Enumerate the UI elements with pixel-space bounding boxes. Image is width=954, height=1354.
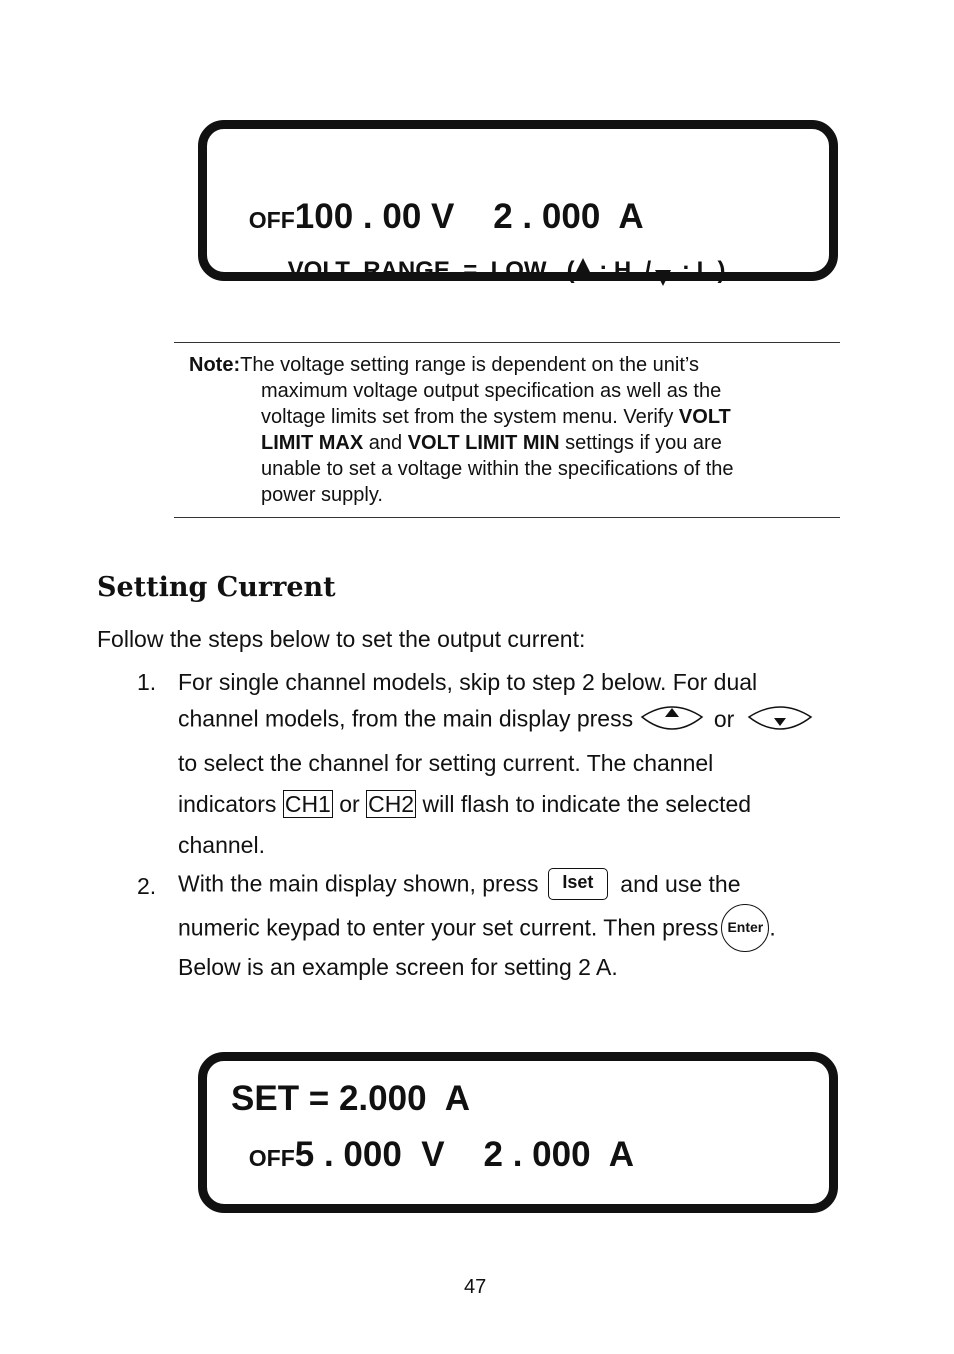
range-low: : L ) — [675, 257, 726, 284]
step-text-line — [178, 904, 776, 952]
up-triangle-icon — [575, 258, 591, 274]
note-bottom-rule — [174, 517, 840, 518]
ch2-indicator: CH2 — [368, 791, 415, 817]
step-text-line — [178, 703, 813, 747]
ch1-indicator: CH1 — [284, 791, 331, 817]
off-indicator: OFF — [248, 207, 295, 233]
lcd-display-set-current — [198, 1052, 838, 1213]
note-bold: VOLT — [678, 406, 731, 428]
note-line: power supply. — [261, 484, 383, 506]
note-line: voltage limits set from the system menu. Verify — [261, 406, 679, 428]
section-heading: Setting Current — [97, 572, 336, 603]
set-current-line: SET = 2.000 A — [231, 1079, 470, 1118]
lcd-reading-line — [231, 1117, 634, 1193]
step-text: will flash to indicate the selected — [416, 791, 752, 817]
step-text: indicators — [178, 791, 283, 817]
up-arrow-key-icon — [640, 703, 704, 735]
step-text-line — [178, 791, 751, 818]
step-text: to select the channel for setting current. The channel — [178, 750, 714, 776]
step-text: channel models, from the main display press — [178, 705, 634, 732]
step-text-line — [178, 868, 741, 904]
lcd-reading: 100 . 00 V 2 . 000 A — [294, 197, 644, 236]
range-high: : H / — [592, 257, 652, 284]
off-indicator: OFF — [248, 1145, 295, 1171]
step-text: or — [713, 705, 735, 732]
note-bold: LIMIT MAX — [261, 432, 364, 454]
note-line: maximum voltage output specification as well as the — [261, 380, 722, 402]
note-line: The voltage setting range is dependent on the unit’s — [240, 354, 699, 376]
iset-key: Iset — [548, 868, 608, 900]
note-box — [189, 352, 829, 508]
intro-text: Follow the steps below to set the output current: — [97, 626, 586, 652]
step-text: Below is an example screen for setting 2 A. — [178, 954, 618, 980]
note-top-rule — [174, 342, 840, 343]
range-prefix: VOLT RANGE = LOW ( — [287, 257, 575, 284]
lcd-range-line — [261, 229, 725, 314]
note-line: and — [363, 432, 408, 454]
note-bold: VOLT LIMIT MIN — [407, 432, 560, 454]
note-label: Note: — [189, 354, 241, 376]
page-number: 47 — [464, 1276, 487, 1298]
step-text: channel. — [178, 832, 265, 858]
lcd-display-volt-range — [198, 120, 838, 284]
down-triangle-icon — [655, 270, 671, 286]
step-text: and use the — [620, 870, 741, 897]
step-text: numeric keypad to enter your set current. Then press — [178, 914, 719, 941]
step-number: 1. — [137, 669, 157, 695]
step-text: or — [332, 791, 367, 817]
step-text: For single channel models, skip to step 2 below. For dual — [178, 669, 758, 695]
enter-key: Enter — [721, 904, 769, 952]
note-line: unable to set a voltage within the specifications of the — [261, 458, 734, 480]
step-number: 2. — [137, 873, 157, 899]
step-text: With the main display shown, press — [178, 870, 539, 897]
step-text: . — [769, 914, 776, 941]
lcd-reading: 5 . 000 V 2 . 000 A — [294, 1135, 634, 1174]
down-arrow-key-icon — [747, 703, 813, 735]
note-line: settings if you are — [559, 432, 722, 454]
